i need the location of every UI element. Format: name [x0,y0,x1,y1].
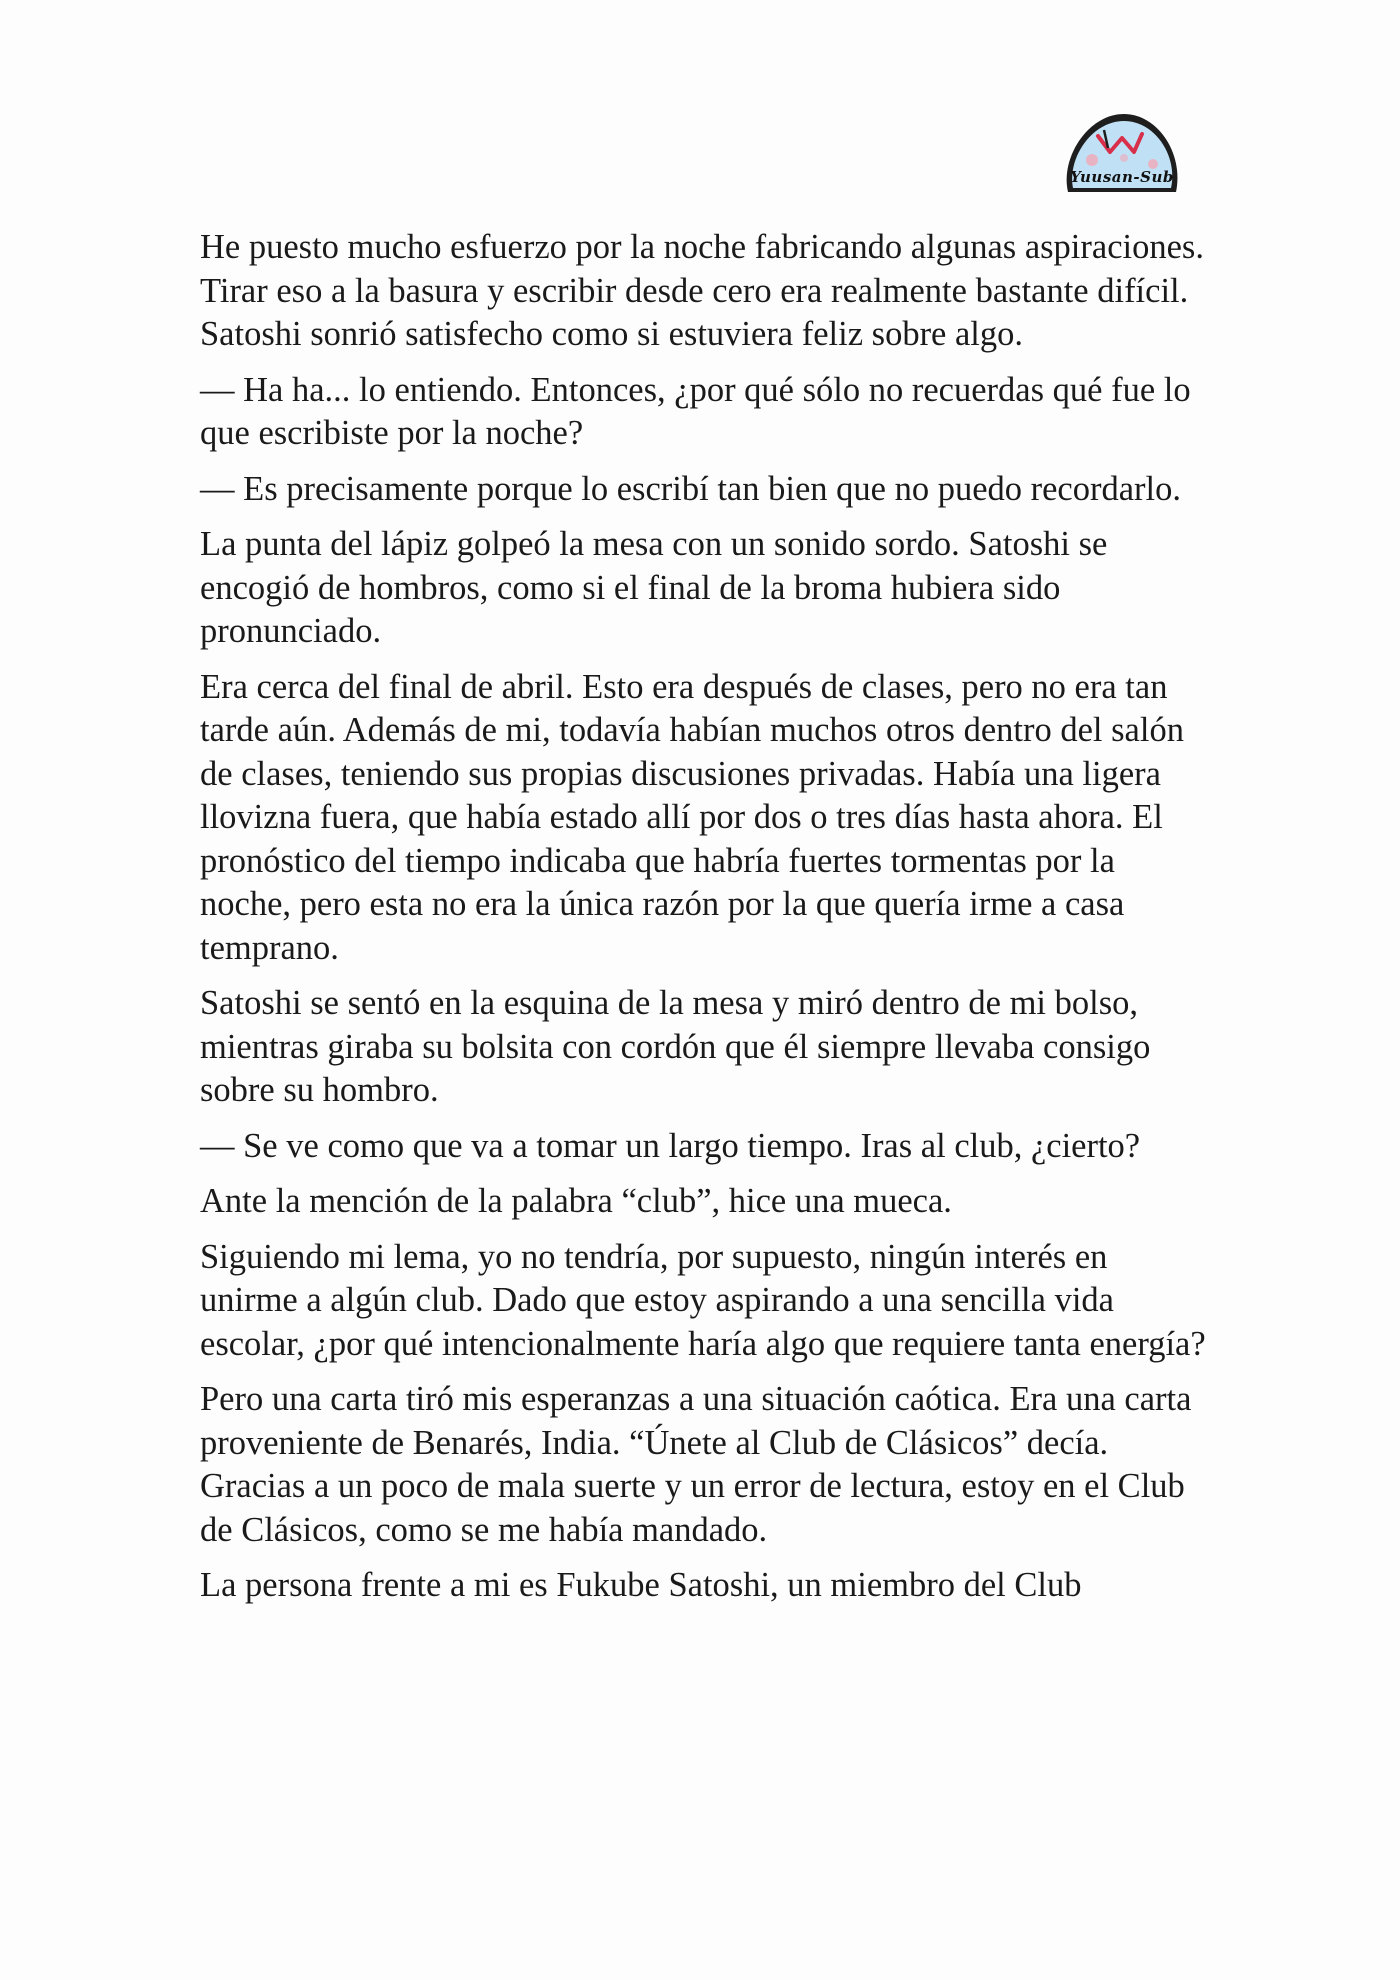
paragraph: He puesto mucho esfuerzo por la noche fabricando algunas aspiraciones. Tirar eso a la basura y escribir desde cero era realmente bastante difícil. Satoshi sonrió satisfecho como si estuviera feliz sobre algo. [200,228,1204,353]
novel-text-body [200,226,1210,1620]
paragraph: — Se ve como que va a tomar un largo tiempo. Iras al club, ¿cierto? [200,1126,1141,1165]
paragraph: Ante la mención de la palabra “club”, hice una mueca. [200,1182,952,1220]
paragraph: Satoshi se sentó en la esquina de la mesa y miró dentro de mi bolso, mientras giraba su bolsita con cordón que él siempre llevaba consigo sobre su hombro. [200,984,1151,1109]
paragraph: La punta del lápiz golpeó la mesa con un sonido sordo. Satoshi se encogió de hombros, como si el final de la broma hubiera sido pronunciado. [200,525,1108,650]
logo-text: Yuusan-Sub [1070,168,1174,186]
paragraph: Siguiendo mi lema, yo no tendría, por supuesto, ningún interés en unirme a algún club. Dado que estoy aspirando a una sencilla vida escolar, ¿por qué intencionalmente haría algo que requiere tanta energía? [200,1237,1206,1363]
paragraph: Era cerca del final de abril. Esto era después de clases, pero no era tan tarde aún. Además de mi, todavía habían muchos otros dentro del salón de clases, teniendo sus propias discusiones privadas. Había una ligera llovizna fuera, que había estado allí por dos o tres días hasta ahora. El pronóstico del tiempo indicaba que habría fuertes tormentas por la noche, pero esta no era la única razón por la que quería irme a casa temprano. [200,667,1184,967]
logo-emblem-icon [1058,108,1186,204]
paragraph: — Es precisamente porque lo escribí tan bien que no puedo recordarlo. [200,469,1181,508]
paragraph: Pero una carta tiró mis esperanzas a una situación caótica. Era una carta proveniente de Benarés, India. “Únete al Club de Clásicos” decía. Gracias a un poco de mala suerte y un error de lectura, estoy en el Club de Clásicos, como se me había mandado. [200,1380,1192,1549]
yuusan-sub-logo [1058,108,1186,204]
paragraph: La persona frente a mi es Fukube Satoshi, un miembro del Club [200,1566,1082,1604]
paragraph: — Ha ha... lo entiendo. Entonces, ¿por qué sólo no recuerdas qué fue lo que escribiste por la noche? [200,370,1191,452]
